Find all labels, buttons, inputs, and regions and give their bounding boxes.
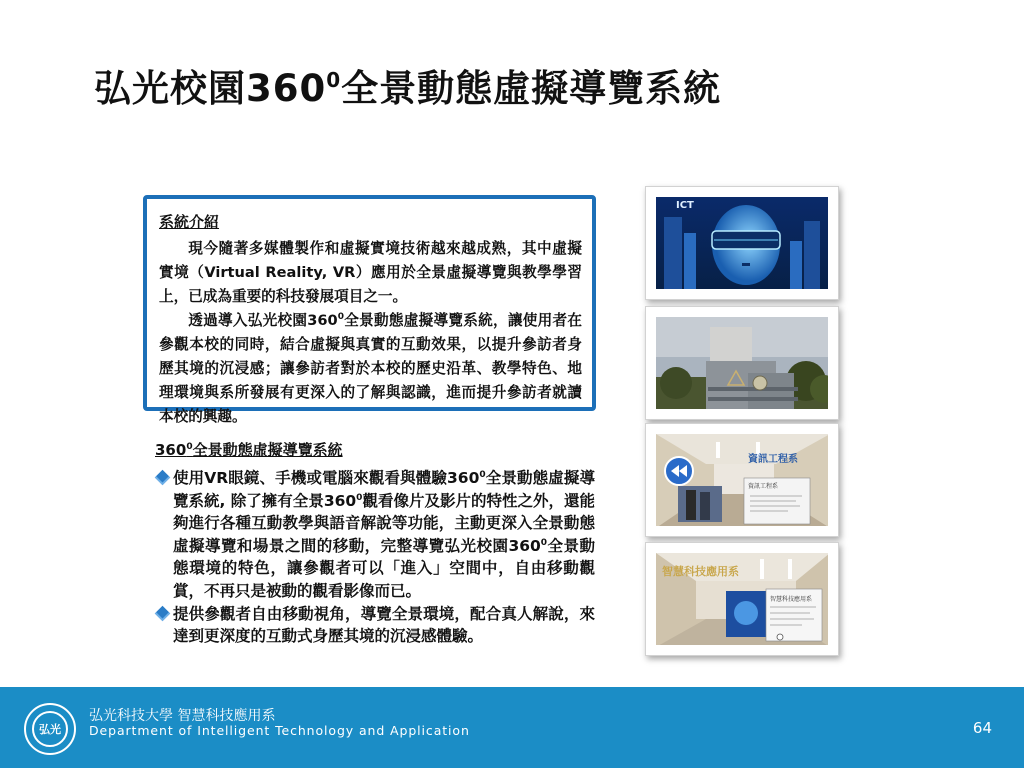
- thumbnail-ita-dept-tour: [645, 542, 839, 656]
- department-name-zh: 弘光科技大學 智慧科技應用系: [89, 708, 276, 724]
- slide-title: 弘光校園$360^0$全景動態虛擬導覽系統: [94, 67, 722, 110]
- ict-label: ICT: [676, 200, 694, 211]
- page-number: 64: [972, 719, 992, 737]
- campus-building-photo: [656, 317, 828, 409]
- intro-heading: 系統介紹: [159, 213, 220, 231]
- thumbnail-cs-dept-tour: [645, 423, 839, 537]
- ita-info-panel-title: 智慧科技應用系: [770, 596, 813, 603]
- footer-bar: [0, 687, 1024, 768]
- cs-info-panel-title: 資訊工程系: [748, 483, 779, 490]
- system-heading: $360^0$全景動態虛擬導覽系統: [155, 441, 343, 459]
- rewind-icon: [671, 465, 687, 477]
- thumbnail-campus-building: [645, 306, 839, 420]
- system-section: [155, 436, 595, 648]
- diamond-bullet-icon: [155, 605, 171, 621]
- diamond-bullet-icon: [155, 470, 171, 486]
- feature-item-vr: 使用VR眼鏡、手機或電腦來觀看與體驗$360^0$全景動態虛擬導覽系統, 除了擁有全景$360^0$觀看像片及影片的特性之外，還能夠進行各種互動教學與語音解說等功能，主動更深入全景動態虛擬導覽和場景之間的移動，完整導覽弘光校園$360^0$全景動態環境的特色，讓參觀者可以「進入」空間中，自由移動觀賞，不再只是被動的觀看影像而已。: [155, 467, 595, 603]
- feature-list: [155, 467, 595, 648]
- feature-item-free-view: 提供參觀者自由移動視角，導覽全景環境，配合真人解說，來達到更深度的互動式身歷其境的沉浸感體驗。: [155, 603, 595, 648]
- rewind-button[interactable]: [664, 456, 694, 486]
- university-seal-logo: 弘光: [24, 703, 76, 755]
- intro-paragraph-2: 透過導入弘光校園$360^0$全景動態虛擬導覽系統，讓使用者在參觀本校的同時，結合虛擬與真實的互動效果，以提升參訪者身歷其境的沉浸感；讓參訪者對於本校的歷史沿革、教學特色、地理環境與系所發展有更深入的了解與認識，進而提升參訪者就讀本校的興趣。: [159, 312, 582, 425]
- thumbnail-vr-illustration: [645, 186, 839, 300]
- intro-box: [143, 195, 596, 425]
- cs-dept-sign: 資訊工程系: [748, 454, 798, 465]
- ita-dept-sign: 智慧科技應用系: [662, 565, 739, 578]
- department-name-en: Department of Intelligent Technology and Application: [89, 723, 470, 738]
- intro-paragraph-1: 現今隨著多媒體製作和虛擬實境技術越來越成熟，其中虛擬實境（Virtual Reality, VR）應用於全景虛擬導覽與教學學習上，已成為重要的科技發展項目之一。: [159, 240, 582, 305]
